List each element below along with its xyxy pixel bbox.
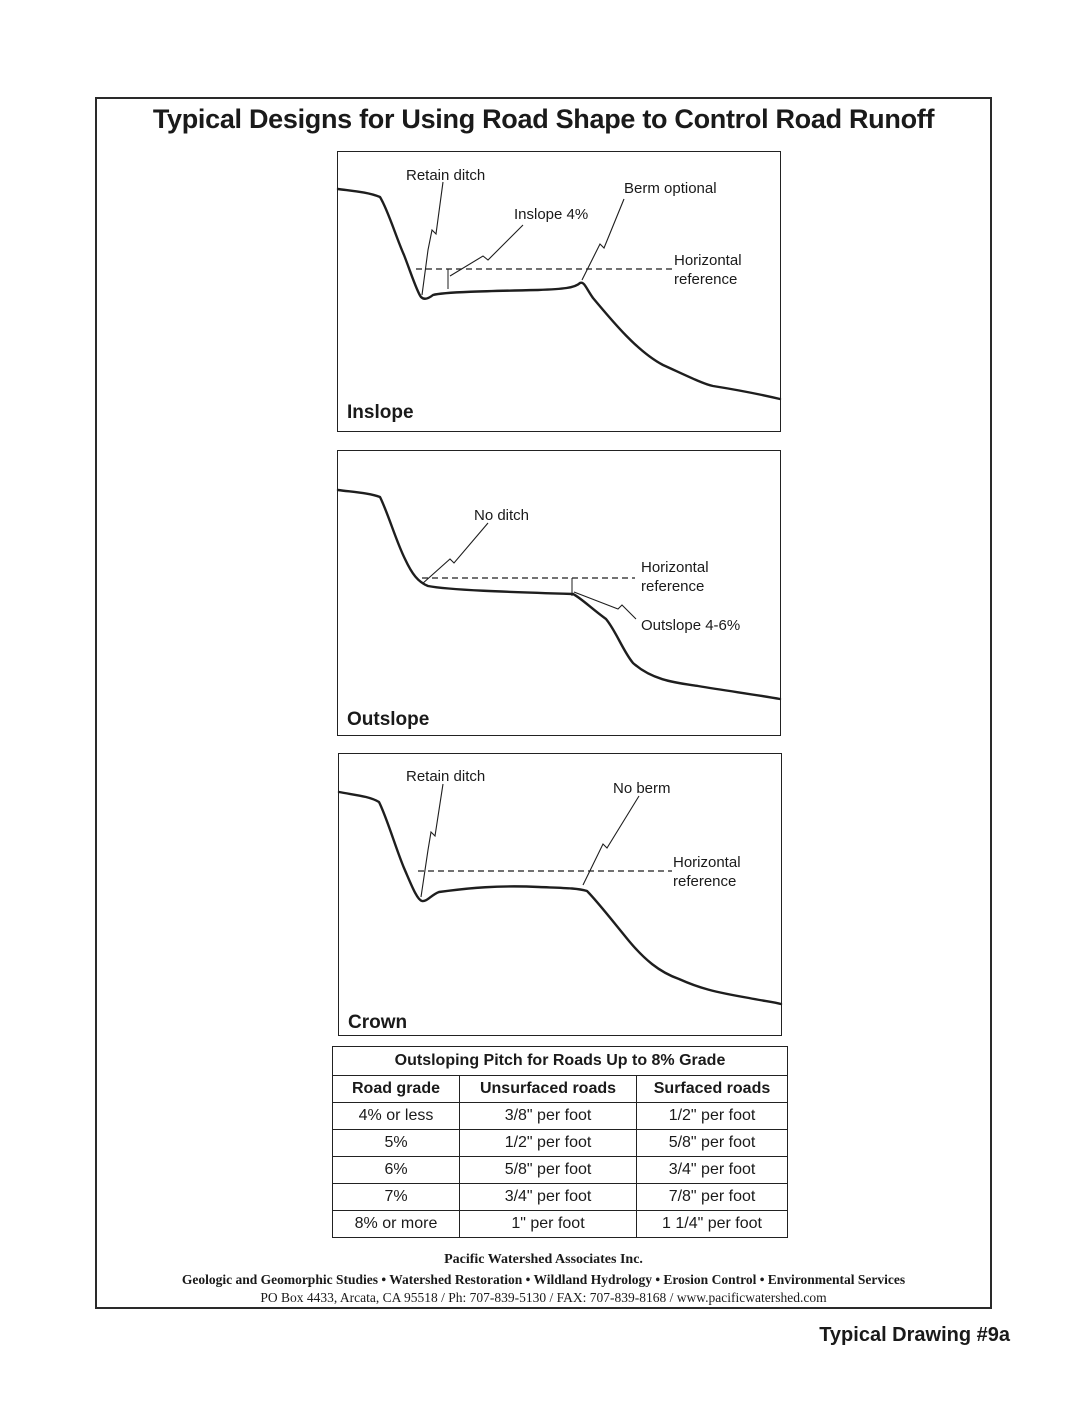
inslope-panel-label: Inslope [347, 402, 414, 423]
table-cell: 5/8" per foot [637, 1130, 788, 1157]
outslope-diagram [338, 451, 782, 737]
outslope-no-ditch-label: No ditch [474, 507, 530, 524]
crown-panel-label: Crown [348, 1012, 408, 1033]
table-cell: 5% [333, 1130, 460, 1157]
crown-ground-profile [339, 792, 781, 1004]
outslope-horizontal-label: Horizontal [641, 559, 709, 576]
outslope-no-ditch-leader [422, 523, 488, 584]
table-cell: 3/8" per foot [460, 1103, 637, 1130]
table-caption: Outsloping Pitch for Roads Up to 8% Grade [333, 1047, 788, 1076]
table-cell: 7% [333, 1184, 460, 1211]
table-cell: 5/8" per foot [460, 1157, 637, 1184]
table-cell: 8% or more [333, 1211, 460, 1238]
table-header-cell: Road grade [333, 1076, 460, 1103]
table-cell: 7/8" per foot [637, 1184, 788, 1211]
inslope-horizontal-label: Horizontal [674, 252, 742, 269]
table-cell: 3/4" per foot [637, 1157, 788, 1184]
table-cell: 1" per foot [460, 1211, 637, 1238]
outslope-ground-profile [338, 490, 780, 699]
table-cell: 1 1/4" per foot [637, 1211, 788, 1238]
outslope-reference-label: reference [641, 578, 705, 595]
table-cell: 1/2" per foot [637, 1103, 788, 1130]
inslope-slope-leader [450, 225, 523, 276]
crown-no-berm-leader [583, 796, 639, 885]
inslope-panel [337, 151, 781, 432]
table-header-cell: Surfaced roads [637, 1076, 788, 1103]
inslope-retain-ditch-label: Retain ditch [406, 167, 486, 184]
table-cell: 6% [333, 1157, 460, 1184]
table-row [333, 1157, 788, 1184]
crown-retain-ditch-label: Retain ditch [406, 768, 486, 785]
table-row [333, 1103, 788, 1130]
outslope-panel [337, 450, 781, 736]
inslope-reference-label: reference [674, 271, 738, 288]
crown-diagram [339, 754, 783, 1037]
inslope-slope-label: Inslope 4% [514, 206, 589, 223]
crown-horizontal-label: Horizontal [673, 854, 741, 871]
outsloping-pitch-table [332, 1046, 788, 1238]
drawing-number: Typical Drawing #9a [819, 1324, 1010, 1346]
inslope-berm-leader [582, 199, 624, 280]
footer-contact: PO Box 4433, Arcata, CA 95518 / Ph: 707-839-5130 / FAX: 707-839-8168 / www.pacificwatershed.com [260, 1290, 827, 1305]
table-header-cell: Unsurfaced roads [460, 1076, 637, 1103]
table-header-row [333, 1076, 788, 1103]
table-row [333, 1184, 788, 1211]
outslope-panel-label: Outslope [347, 709, 430, 730]
table-row [333, 1211, 788, 1238]
page-title: Typical Designs for Using Road Shape to Control Road Runoff [152, 104, 935, 134]
inslope-berm-label: Berm optional [624, 180, 717, 197]
footer-services: Geologic and Geomorphic Studies • Watershed Restoration • Wildland Hydrology • Erosion Control • Environmental Services [181, 1272, 906, 1287]
crown-no-berm-label: No berm [613, 780, 671, 797]
table-cell: 1/2" per foot [460, 1130, 637, 1157]
crown-panel [338, 753, 782, 1036]
crown-retain-ditch-leader [421, 784, 443, 897]
outslope-slope-label: Outslope 4-6% [641, 617, 741, 634]
footer-company: Pacific Watershed Associates Inc. [444, 1252, 643, 1267]
inslope-retain-ditch-leader [422, 182, 443, 295]
crown-reference-label: reference [673, 873, 737, 890]
table-cell: 4% or less [333, 1103, 460, 1130]
outslope-slope-leader [574, 592, 636, 619]
table-row [333, 1130, 788, 1157]
table-cell: 3/4" per foot [460, 1184, 637, 1211]
